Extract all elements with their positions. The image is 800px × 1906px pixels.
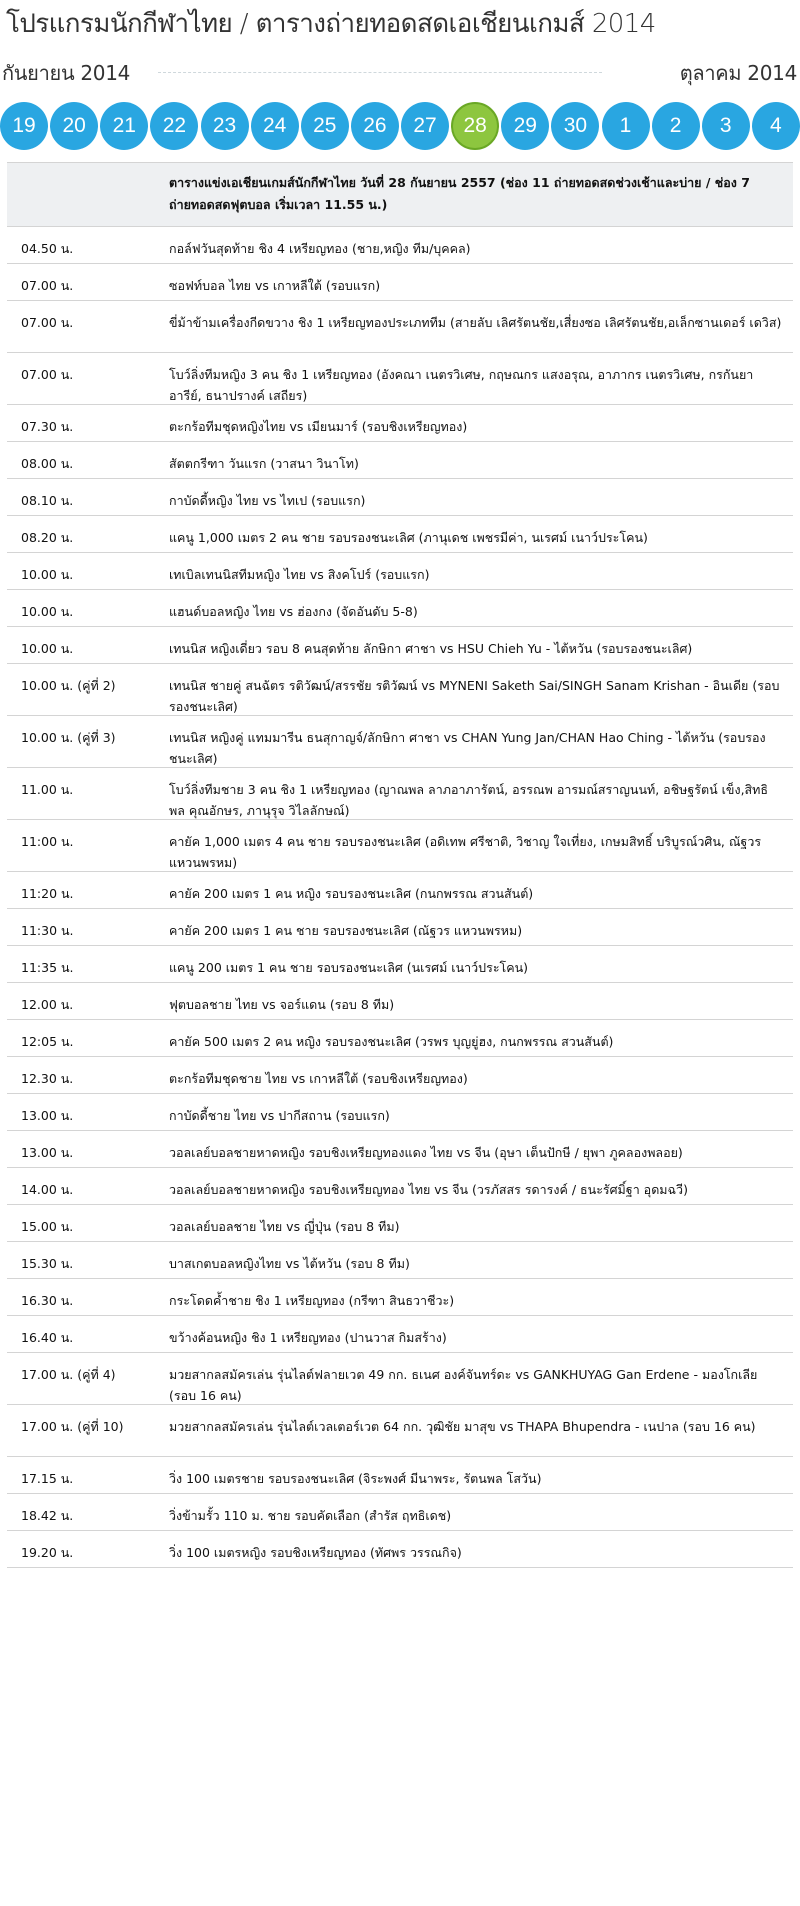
table-row	[7, 768, 793, 820]
event-cell: เทนนิส ชายคู่ สนฉัตร รติวัฒน์/สรรชัย รติวัฒน์ vs MYNENI Saketh Sai/SINGH Sanam Krishan - อินเดีย (รอบรองชนะเลิศ)	[169, 678, 780, 714]
table-row	[7, 1057, 793, 1094]
event-cell: กอล์ฟวันสุดท้าย ชิง 4 เหรียญทอง (ชาย,หญิง ทีม/บุคคล)	[169, 241, 471, 256]
day-button-sep-20[interactable]: 20	[50, 102, 98, 150]
table-row	[7, 664, 793, 716]
time-cell: 13.00 น.	[21, 1108, 74, 1123]
time-cell: 12.30 น.	[21, 1071, 74, 1086]
table-row	[7, 872, 793, 909]
time-cell: 17.00 น. (คู่ที่ 4)	[21, 1367, 116, 1382]
time-cell: 14.00 น.	[21, 1182, 74, 1197]
event-cell: ซอฟท์บอล ไทย vs เกาหลีใต้ (รอบแรก)	[169, 278, 381, 293]
day-button-oct-3[interactable]: 3	[702, 102, 750, 150]
table-row	[7, 627, 793, 664]
table-row	[7, 1020, 793, 1057]
event-cell: วิ่ง 100 เมตรหญิง รอบชิงเหรียญทอง (ทัศพร วรรณกิจ)	[169, 1545, 462, 1560]
day-button-sep-21[interactable]: 21	[100, 102, 148, 150]
event-cell: คายัค 200 เมตร 1 คน ชาย รอบรองชนะเลิศ (ณัฐวร แหวนพรหม)	[169, 923, 523, 938]
event-cell: คายัค 500 เมตร 2 คน หญิง รอบรองชนะเลิศ (วรพร บุญยู่ฮง, กนกพรรณ สวนสันต์)	[169, 1034, 614, 1049]
schedule-header: ตารางแข่งเอเชียนเกมส์นักกีฬาไทย วันที่ 28 กันยายน 2557 (ช่อง 11 ถ่ายทอดสดช่วงเช้าและบ่าย / ช่อง 7 ถ่ายทอดสดฟุตบอล เริ่มเวลา 11.55 น.)	[169, 175, 750, 212]
time-cell: 15.30 น.	[21, 1256, 74, 1271]
time-cell: 10.00 น.	[21, 641, 74, 656]
time-cell: 11:30 น.	[21, 923, 74, 938]
table-row	[7, 1205, 793, 1242]
event-cell: ตะกร้อทีมชุดหญิงไทย vs เมียนมาร์ (รอบชิงเหรียญทอง)	[169, 419, 468, 434]
day-button-sep-24[interactable]: 24	[251, 102, 299, 150]
event-cell: วอลเลย์บอลชายหาดหญิง รอบชิงเหรียญทองแดง ไทย vs จีน (อุษา เต็นปักษี / ยุพา ภูคลองพลอย)	[169, 1145, 683, 1160]
time-cell: 16.40 น.	[21, 1330, 74, 1345]
event-cell: กระโดดค้ำชาย ชิง 1 เหรียญทอง (กรีฑา สินธวาชีวะ)	[169, 1293, 455, 1308]
event-cell: ตะกร้อทีมชุดชาย ไทย vs เกาหลีใต้ (รอบชิงเหรียญทอง)	[169, 1071, 468, 1086]
event-cell: เทนนิส หญิงคู่ แทมมารีน ธนสุกาญจ์/ลักษิกา ศาชา vs CHAN Yung Jan/CHAN Hao Ching - ไต้หวัน (รอบรองชนะเลิศ)	[169, 730, 766, 766]
event-cell: แคนู 1,000 เมตร 2 คน ชาย รอบรองชนะเลิศ (ภานุเดช เพชรมีค่า, นเรศม์ เนาว์ประโคน)	[169, 530, 648, 545]
schedule-header-row	[7, 163, 793, 227]
time-cell: 19.20 น.	[21, 1545, 74, 1560]
time-cell: 10.00 น. (คู่ที่ 2)	[21, 678, 116, 693]
day-button-sep-22[interactable]: 22	[150, 102, 198, 150]
schedule-table	[7, 162, 793, 1568]
time-cell: 11:00 น.	[21, 834, 74, 849]
day-button-sep-25[interactable]: 25	[301, 102, 349, 150]
table-row	[7, 301, 793, 353]
event-cell: วิ่งข้ามรั้ว 110 ม. ชาย รอบคัดเลือก (สำรัส ฤทธิเดช)	[169, 1508, 452, 1523]
event-cell: คายัค 1,000 เมตร 4 คน ชาย รอบรองชนะเลิศ (อดิเทพ ศรีชาติ, วิชาญ ใจเที่ยง, เกษมสิทธิ์ บริบูรณ์วศิน, ณัฐวร แหวนพรหม)	[169, 834, 762, 870]
event-cell: ฟุตบอลชาย ไทย vs จอร์แดน (รอบ 8 ทีม)	[169, 997, 395, 1012]
event-cell: ขี่ม้าข้ามเครื่องกีดขวาง ชิง 1 เหรียญทองประเภททีม (สายลับ เลิศรัตนชัย,เสี่ยงซอ เลิศรัตนชัย,อเล็กซานเดอร์ เดวิส)	[169, 315, 782, 330]
event-cell: กาบัดดี้ชาย ไทย vs ปากีสถาน (รอบแรก)	[169, 1108, 390, 1123]
time-cell: 13.00 น.	[21, 1145, 74, 1160]
day-selector	[0, 102, 800, 156]
day-button-oct-4[interactable]: 4	[752, 102, 800, 150]
table-row	[7, 516, 793, 553]
table-row	[7, 264, 793, 301]
month-label-september: กันยายน 2014	[2, 61, 131, 85]
table-row	[7, 405, 793, 442]
event-cell: สัตตกรีฑา วันแรก (วาสนา วินาโท)	[169, 456, 359, 471]
event-cell: แคนู 200 เมตร 1 คน ชาย รอบรองชนะเลิศ (นเรศม์ เนาว์ประโคน)	[169, 960, 529, 975]
table-row	[7, 1405, 793, 1457]
time-cell: 07.30 น.	[21, 419, 74, 434]
table-row	[7, 1494, 793, 1531]
table-row	[7, 227, 793, 264]
table-row	[7, 553, 793, 590]
table-row	[7, 1168, 793, 1205]
time-cell: 12.00 น.	[21, 997, 74, 1012]
time-cell: 07.00 น.	[21, 278, 74, 293]
event-cell: กาบัดดี้หญิง ไทย vs ไทเป (รอบแรก)	[169, 493, 366, 508]
time-cell: 18.42 น.	[21, 1508, 74, 1523]
day-button-sep-27[interactable]: 27	[401, 102, 449, 150]
event-cell: โบว์ลิ่งทีมหญิง 3 คน ชิง 1 เหรียญทอง (อังคณา เนตรวิเศษ, กฤษณกร แสงอรุณ, อาภากร เนตรวิเศษ, กรกันยา อารีย์, ธนาปรางค์ เสถียร)	[169, 367, 754, 403]
time-cell: 16.30 น.	[21, 1293, 74, 1308]
time-cell: 04.50 น.	[21, 241, 74, 256]
time-cell: 17.15 น.	[21, 1471, 74, 1486]
time-cell: 10.00 น.	[21, 604, 74, 619]
page-title: โปรแกรมนักกีฬาไทย / ตารางถ่ายทอดสดเอเชียนเกมส์ 2014	[6, 9, 656, 39]
day-button-oct-2[interactable]: 2	[652, 102, 700, 150]
table-row	[7, 1094, 793, 1131]
table-row	[7, 442, 793, 479]
time-cell: 10.00 น.	[21, 567, 74, 582]
table-row	[7, 983, 793, 1020]
event-cell: ขว้างค้อนหญิง ชิง 1 เหรียญทอง (ปานวาส กิมสร้าง)	[169, 1330, 447, 1345]
day-button-sep-29[interactable]: 29	[501, 102, 549, 150]
event-cell: มวยสากลสมัครเล่น รุ่นไลต์เวลเตอร์เวต 64 กก. วุฒิชัย มาสุข vs THAPA Bhupendra - เนปาล (รอบ 16 คน)	[169, 1419, 756, 1434]
day-button-sep-28[interactable]: 28	[451, 102, 499, 150]
time-cell: 11:35 น.	[21, 960, 74, 975]
header-time-cell	[7, 163, 157, 226]
event-cell: วอลเลย์บอลชาย ไทย vs ญี่ปุ่น (รอบ 8 ทีม)	[169, 1219, 400, 1234]
table-row	[7, 909, 793, 946]
event-cell: เทเบิลเทนนิสทีมหญิง ไทย vs สิงคโปร์ (รอบแรก)	[169, 567, 430, 582]
event-cell: คายัค 200 เมตร 1 คน หญิง รอบรองชนะเลิศ (กนกพรรณ สวนสันต์)	[169, 886, 534, 901]
time-cell: 11:20 น.	[21, 886, 74, 901]
table-row	[7, 946, 793, 983]
time-cell: 12:05 น.	[21, 1034, 74, 1049]
table-row	[7, 1242, 793, 1279]
table-row	[7, 716, 793, 768]
event-cell: มวยสากลสมัครเล่น รุ่นไลต์ฟลายเวต 49 กก. ธเนศ องค์จันทร์ดะ vs GANKHUYAG Gan Erdene - มองโกเลีย (รอบ 16 คน)	[169, 1367, 758, 1403]
table-row	[7, 1316, 793, 1353]
time-cell: 11.00 น.	[21, 782, 74, 797]
table-row	[7, 590, 793, 627]
time-cell: 08.10 น.	[21, 493, 74, 508]
event-cell: เทนนิส หญิงเดี่ยว รอบ 8 คนสุดท้าย ลักษิกา ศาชา vs HSU Chieh Yu - ไต้หวัน (รอบรองชนะเลิศ)	[169, 641, 693, 656]
day-button-sep-30[interactable]: 30	[551, 102, 599, 150]
event-cell: โบว์ลิ่งทีมชาย 3 คน ชิง 1 เหรียญทอง (ญาณพล ลาภอาภารัตน์, อรรณพ อารมณ์สราญนนท์, อชิษฐรัตน์ เข็ง,สิทธิพล คุณอักษร, ภานุรุจ วิไลลักษณ์)	[169, 782, 769, 818]
time-cell: 15.00 น.	[21, 1219, 74, 1234]
day-button-sep-26[interactable]: 26	[351, 102, 399, 150]
table-row	[7, 479, 793, 516]
table-row	[7, 1279, 793, 1316]
time-cell: 08.00 น.	[21, 456, 74, 471]
month-label-october: ตุลาคม 2014	[679, 61, 797, 85]
time-cell: 10.00 น. (คู่ที่ 3)	[21, 730, 116, 745]
table-row	[7, 1457, 793, 1494]
time-cell: 07.00 น.	[21, 367, 74, 382]
day-button-sep-19[interactable]: 19	[0, 102, 48, 150]
table-row	[7, 353, 793, 405]
event-cell: วิ่ง 100 เมตรชาย รอบรองชนะเลิศ (จิระพงศ์ มีนาพระ, รัตนพล โสวัน)	[169, 1471, 542, 1486]
table-row	[7, 820, 793, 872]
table-row	[7, 1353, 793, 1405]
time-cell: 08.20 น.	[21, 530, 74, 545]
event-cell: วอลเลย์บอลชายหาดหญิง รอบชิงเหรียญทอง ไทย vs จีน (วรภัสสร รดารงค์ / ธนะรัศมิ์ฐา อุดมฉวี)	[169, 1182, 688, 1197]
table-row	[7, 1131, 793, 1168]
event-cell: แฮนด์บอลหญิง ไทย vs ฮ่องกง (จัดอันดับ 5-8)	[169, 604, 418, 619]
time-cell: 07.00 น.	[21, 315, 74, 330]
day-button-sep-23[interactable]: 23	[201, 102, 249, 150]
event-cell: บาสเกตบอลหญิงไทย vs ไต้หวัน (รอบ 8 ทีม)	[169, 1256, 410, 1271]
table-row	[7, 1531, 793, 1568]
time-cell: 17.00 น. (คู่ที่ 10)	[21, 1419, 124, 1434]
day-button-oct-1[interactable]: 1	[602, 102, 650, 150]
